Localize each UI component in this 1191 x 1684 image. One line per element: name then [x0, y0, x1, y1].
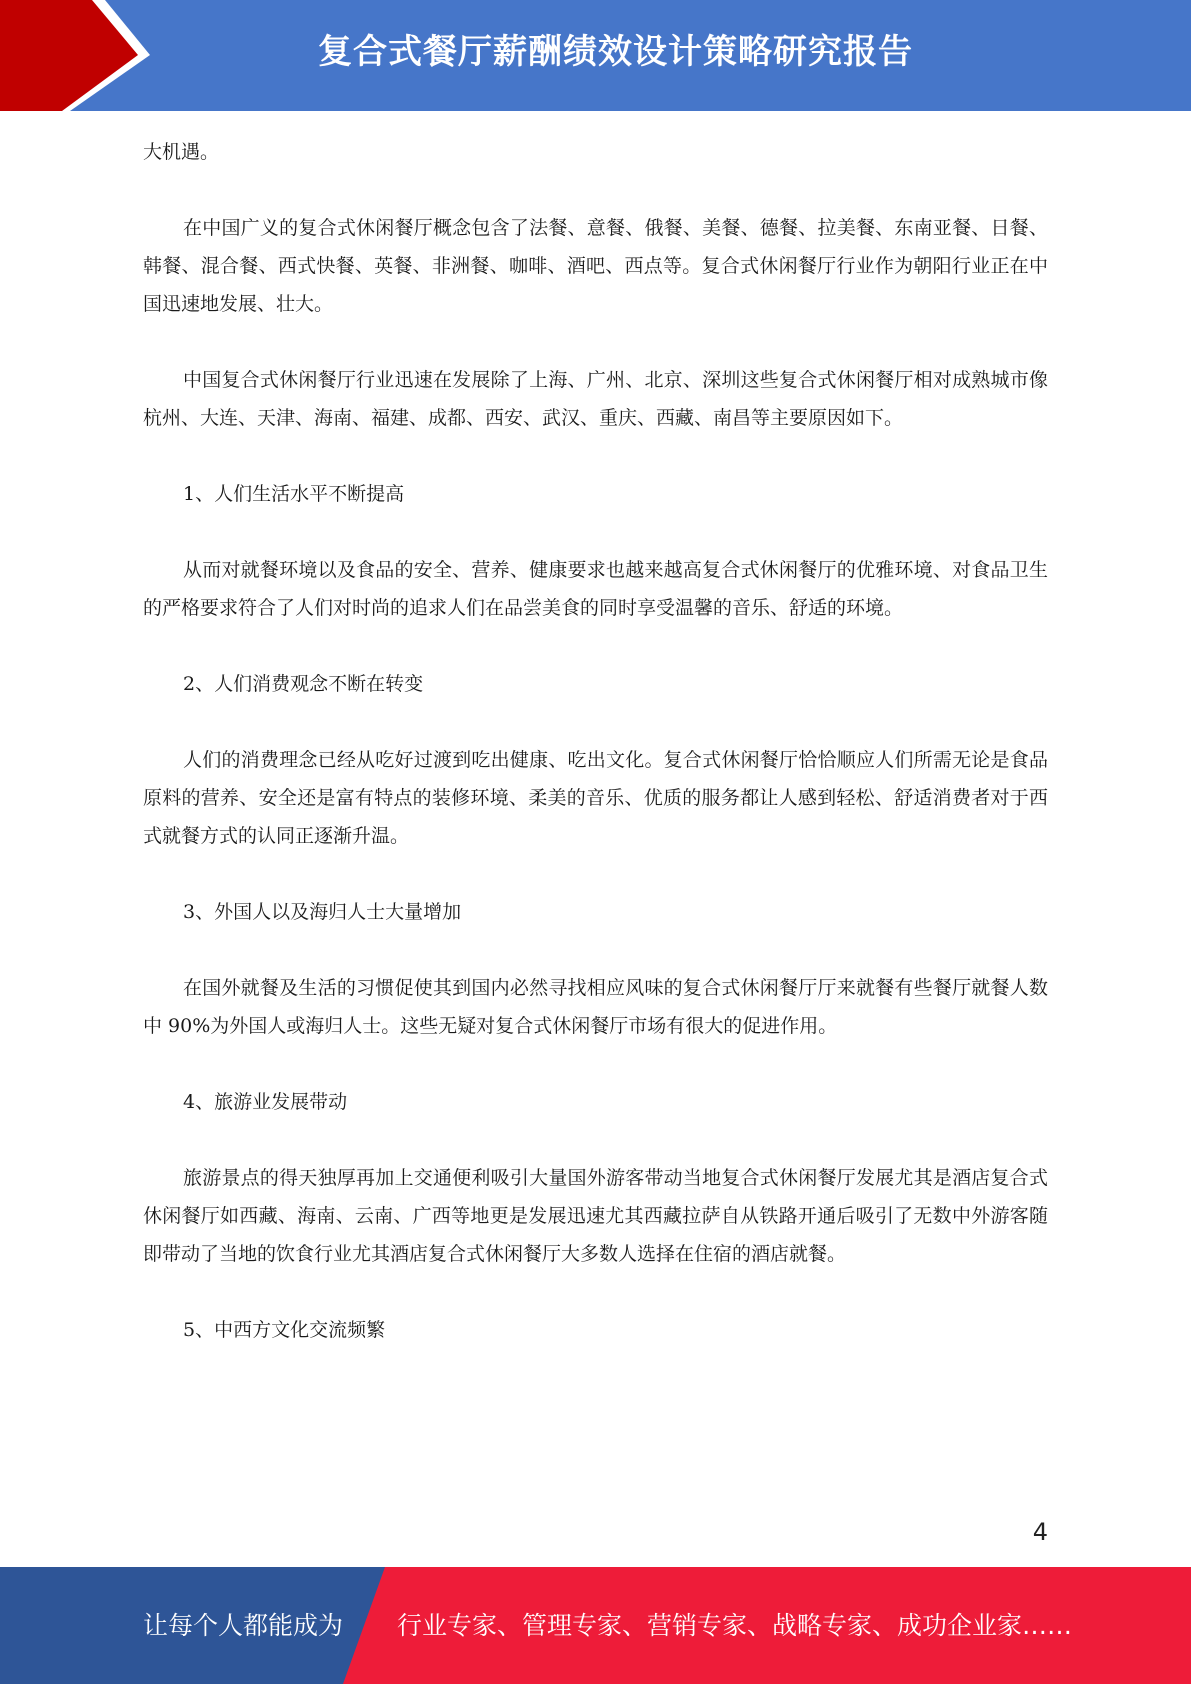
header-banner [0, 0, 1191, 111]
document-title: 复合式餐厅薪酬绩效设计策略研究报告 [318, 32, 913, 72]
paragraph: 在中国广义的复合式休闲餐厅概念包含了法餐、意餐、俄餐、美餐、德餐、拉美餐、东南亚餐、日餐、韩餐、混合餐、西式快餐、英餐、非洲餐、咖啡、酒吧、西点等。复合式休闲餐厅行业作为朝阳行业正在中国迅速地发展、壮大。 [143, 217, 1048, 315]
section-heading: 3、外国人以及海归人士大量增加 [183, 901, 462, 923]
paragraph-continuation: 大机遇。 [143, 141, 220, 163]
section-heading: 4、旅游业发展带动 [183, 1091, 348, 1113]
document-body [143, 133, 1048, 1349]
paragraph: 从而对就餐环境以及食品的安全、营养、健康要求也越来越高复合式休闲餐厅的优雅环境、对食品卫生的严格要求符合了人们对时尚的追求人们在品尝美食的同时享受温馨的音乐、舒适的环境。 [143, 559, 1048, 619]
paragraph: 中国复合式休闲餐厅行业迅速在发展除了上海、广州、北京、深圳这些复合式休闲餐厅相对成熟城市像杭州、大连、天津、海南、福建、成都、西安、武汉、重庆、西藏、南昌等主要原因如下。 [143, 369, 1048, 429]
paragraph: 人们的消费理念已经从吃好过渡到吃出健康、吃出文化。复合式休闲餐厅恰恰顺应人们所需无论是食品原料的营养、安全还是富有特点的装修环境、柔美的音乐、优质的服务都让人感到轻松、舒适消费者对于西式就餐方式的认同正逐渐升温。 [143, 749, 1048, 847]
page-number: 4 [1032, 1518, 1048, 1546]
section-heading: 5、中西方文化交流频繁 [183, 1319, 386, 1341]
paragraph: 旅游景点的得天独厚再加上交通便利吸引大量国外游客带动当地复合式休闲餐厅发展尤其是酒店复合式休闲餐厅如西藏、海南、云南、广西等地更是发展迅速尤其西藏拉萨自从铁路开通后吸引了无数中外游客随即带动了当地的饮食行业尤其酒店复合式休闲餐厅大多数人选择在住宿的酒店就餐。 [143, 1167, 1048, 1265]
footer-slogan-left: 让每个人都能成为 [143, 1611, 344, 1640]
section-heading: 1、人们生活水平不断提高 [183, 483, 405, 505]
footer-banner [0, 1567, 1191, 1684]
paragraph: 在国外就餐及生活的习惯促使其到国内必然寻找相应风味的复合式休闲餐厅厅来就餐有些餐厅就餐人数中 90%为外国人或海归人士。这些无疑对复合式休闲餐厅市场有很大的促进作用。 [143, 977, 1048, 1037]
section-heading: 2、人们消费观念不断在转变 [183, 673, 424, 695]
footer-slogan-right: 行业专家、管理专家、营销专家、战略专家、成功企业家…… [397, 1611, 1073, 1640]
